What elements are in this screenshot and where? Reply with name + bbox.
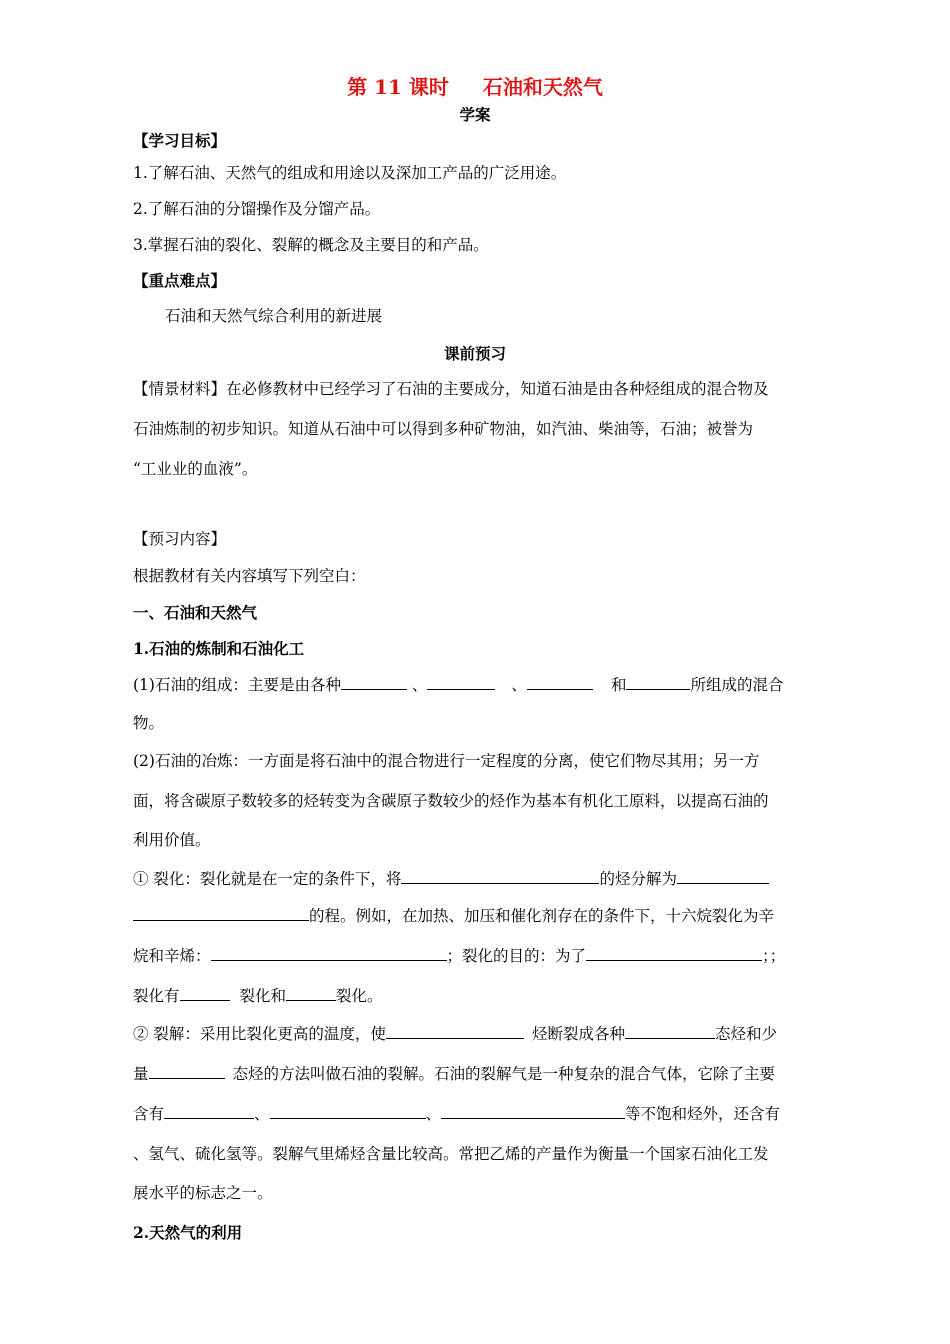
fill-blank[interactable]: [149, 1063, 225, 1079]
fill-blank[interactable]: [527, 674, 593, 690]
fill-blank[interactable]: [441, 1103, 625, 1119]
question-1: (1)石油的组成：主要是由各种 、 、 和 所组成的混合: [133, 676, 784, 694]
fill-blank[interactable]: [427, 674, 495, 690]
preview-content-heading: 【预习内容】: [133, 530, 227, 548]
preview-title: 课前预习: [443, 344, 506, 363]
cracking-line-3: 烷和辛烯： ；裂化的目的：为了 ；；: [133, 947, 786, 965]
cracking-line-1: ① 裂化：裂化就是在一定的条件下，将 的烃分解为: [133, 868, 769, 890]
cracking-line-4: 裂化有 裂化和 裂化。: [133, 987, 383, 1005]
objective-item: 2.了解石油的分馏操作及分馏产品。: [133, 200, 381, 218]
pyrolysis-line-2: 量 态烃的方法叫做石油的裂解。石油的裂解气是一种复杂的混合气体，它除了主要: [133, 1065, 776, 1083]
fill-blank[interactable]: [586, 945, 762, 961]
fill-blank[interactable]: [401, 868, 599, 884]
fill-blank[interactable]: [386, 1023, 524, 1039]
question-2-line: 利用价值。: [133, 831, 211, 849]
fill-blank[interactable]: [211, 945, 447, 961]
section1-heading: 一、石油和天然气: [133, 603, 258, 622]
question-1-cont: 物。: [133, 714, 165, 732]
preview-instruction: 根据教材有关内容填写下列空白：: [133, 567, 366, 585]
subtitle: 学案: [459, 105, 491, 124]
pyrolysis-line-1: ② 裂解：采用比裂化更高的温度，使 烃断裂成各种 态烃和少: [133, 1025, 777, 1043]
fill-blank[interactable]: [270, 1103, 426, 1119]
question-2-line: 面，将含碳原子数较多的烃转变为含碳原子数较少的烃作为基本有机化工原料，以提高石油的: [133, 792, 769, 810]
objective-item: 1.了解石油、天然气的组成和用途以及深加工产品的广泛用途。: [133, 164, 567, 182]
pyrolysis-line-3: 含有 、 、 等不饱和烃外，还含有: [133, 1105, 781, 1123]
key-points-heading: 【重点难点】: [133, 271, 227, 290]
fill-blank[interactable]: [625, 1023, 715, 1039]
fill-blank[interactable]: [286, 985, 336, 1001]
section1-sub2: 2.天然气的利用: [133, 1223, 243, 1242]
section1-sub1: 1.石油的炼制和石油化工: [133, 639, 305, 658]
page-title: [0, 76, 950, 98]
scenario-line: 石油炼制的初步知识。知道从石油中可以得到多种矿物油，如汽油、柴油等，石油；被誉为: [133, 420, 754, 438]
pyrolysis-line-4: 、氢气、硫化氢等。裂解气里烯烃含量比较高。常把乙烯的产量作为衡量一个国家石油化工发: [133, 1145, 769, 1163]
scenario-line: “工业业的血液”。: [133, 460, 258, 478]
fill-blank[interactable]: [164, 1103, 254, 1119]
fill-blank[interactable]: [677, 868, 769, 884]
fill-blank[interactable]: [626, 674, 690, 690]
fill-blank[interactable]: [180, 985, 230, 1001]
fill-blank[interactable]: [341, 674, 407, 690]
question-2-line: (2)石油的冶炼：一方面是将石油中的混合物进行一定程度的分离，使它们物尽其用；另一方: [133, 752, 760, 770]
objective-item: 3.掌握石油的裂化、裂解的概念及主要目的和产品。: [133, 236, 489, 254]
key-points-text: 石油和天然气综合利用的新进展: [165, 307, 383, 325]
cracking-line-2: 的程。例如，在加热、加压和催化剂存在的条件下，十六烷裂化为辛: [133, 905, 774, 927]
lesson-topic: 石油和天然气: [482, 75, 603, 99]
fill-blank[interactable]: [133, 905, 309, 921]
lesson-number: 第 11 课时: [347, 75, 449, 99]
objectives-heading: 【学习目标】: [133, 131, 227, 150]
pyrolysis-line-5: 展水平的标志之一。: [133, 1184, 273, 1202]
scenario-line: 【情景材料】在必修教材中已经学习了石油的主要成分，知道石油是由各种烃组成的混合物及: [133, 380, 769, 398]
